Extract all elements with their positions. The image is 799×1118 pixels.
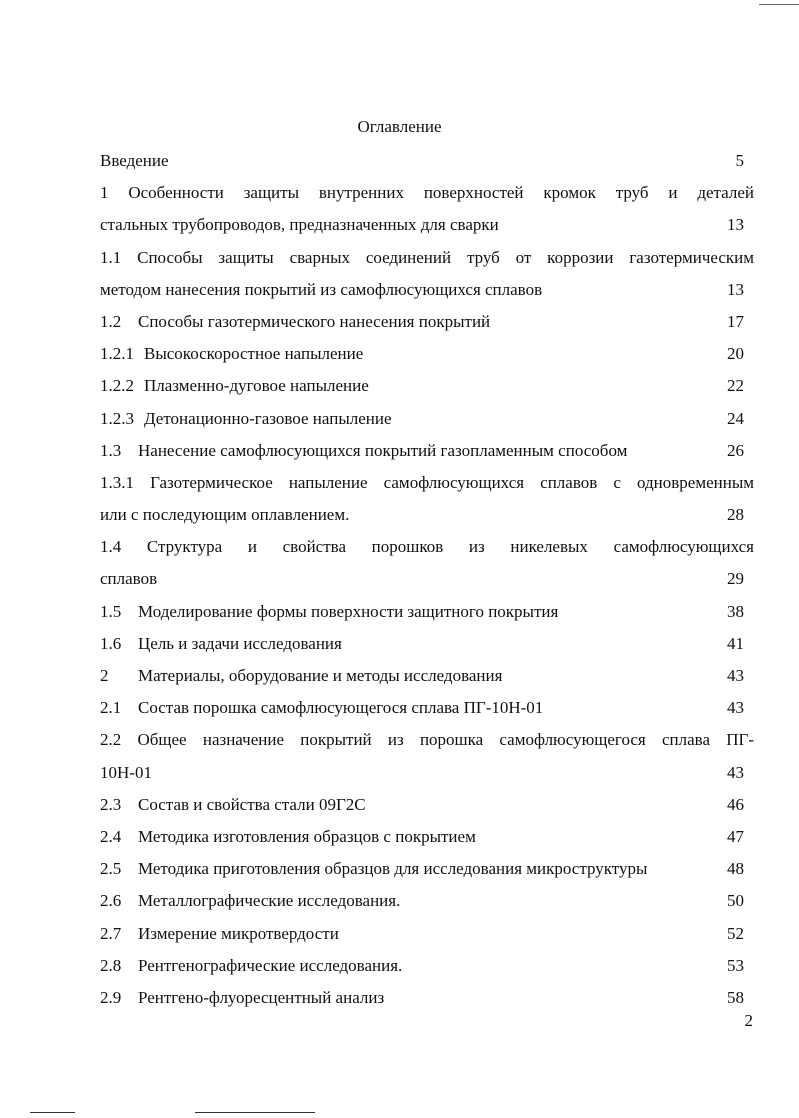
toc-entry-number: 2.5 (100, 859, 122, 879)
toc-entry-label: Методика приготовления образцов для исследования микроструктуры (138, 859, 648, 879)
toc-entry (100, 982, 754, 1014)
toc-entry-page: 52 (727, 923, 744, 943)
toc-entry-page: 43 (727, 666, 744, 685)
toc-entry-page: 5 (735, 151, 744, 170)
toc-entry (100, 370, 754, 402)
toc-entry-label: Металлографические исследования. (138, 891, 401, 911)
toc-entry (100, 338, 754, 370)
toc-entry-number: 2.3 (100, 794, 122, 814)
toc-entry-label: Способы газотермического нанесения покрытий (138, 311, 491, 331)
toc-entry-label: Материалы, оборудование и методы исследования (138, 666, 503, 685)
toc-entry-number: 2.2 (100, 730, 122, 750)
toc-entry (100, 885, 754, 917)
table-of-contents (100, 145, 754, 1014)
toc-entry-label: Способы защиты сварных соединений труб от коррозии газотермическим (137, 247, 754, 267)
toc-entry-first-line (100, 242, 754, 274)
toc-entry-number: 1.2 (100, 311, 122, 331)
toc-entry (100, 628, 754, 660)
toc-entry-number: 1.2.2 (100, 376, 134, 396)
toc-entry-label: Моделирование формы поверхности защитного покрытия (138, 601, 559, 621)
toc-entry-page: 17 (727, 311, 744, 331)
toc-entry-page: 20 (727, 344, 744, 364)
toc-entry (100, 660, 754, 692)
toc-entry-page: 29 (727, 569, 744, 589)
toc-entry (100, 692, 754, 724)
toc-entry-page: 28 (727, 505, 744, 525)
toc-entry-label: Введение (100, 151, 169, 170)
page-number: 2 (744, 1011, 753, 1030)
toc-entry-page: 26 (727, 440, 744, 460)
toc-entry-label: Измерение микротвердости (138, 923, 339, 943)
toc-entry-page: 43 (727, 698, 744, 718)
toc-entry-number: 2.4 (100, 826, 122, 846)
toc-entry-number: 1.4 (100, 537, 122, 557)
toc-entry (100, 242, 754, 306)
toc-entry-page: 58 (727, 987, 744, 1007)
toc-entry-label: Плазменно-дуговое напыление (144, 376, 369, 396)
toc-entry-label: Нанесение самофлюсующихся покрытий газопламенным способом (138, 440, 628, 460)
toc-entry-number: 1.2.1 (100, 344, 134, 364)
toc-entry-page: 13 (727, 215, 744, 235)
toc-entry-number: 2 (100, 666, 109, 685)
toc-entry-number: 2.9 (100, 987, 122, 1007)
toc-entry-first-line (100, 724, 754, 756)
toc-entry-number: 1.6 (100, 633, 122, 653)
toc-entry-page: 22 (727, 376, 744, 396)
toc-entry-page: 48 (727, 859, 744, 879)
toc-entry-number: 1.5 (100, 601, 122, 621)
toc-entry-continuation: сплавов (100, 569, 158, 589)
toc-entry-first-line (100, 177, 754, 209)
toc-entry-label: Методика изготовления образцов с покрытием (138, 826, 476, 846)
toc-entry (100, 531, 754, 595)
toc-entry-label: Особенности защиты внутренних поверхностей кромок труб и деталей (128, 183, 754, 203)
toc-entry-continuation: методом нанесения покрытий из самофлюсующихся сплавов (100, 279, 543, 299)
toc-title: Оглавление (357, 117, 442, 136)
toc-entry-label: Структура и свойства порошков из никелевых самофлюсующихся (146, 537, 754, 557)
toc-entry (100, 435, 754, 467)
toc-entry-number: 1.1 (100, 247, 122, 267)
toc-entry (100, 950, 754, 982)
toc-entry-label: Цель и задачи исследования (138, 633, 342, 653)
toc-entry-number: 2.1 (100, 698, 122, 718)
toc-entry-number: 1 (100, 183, 109, 203)
toc-entry-label: Детонационно-газовое напыление (144, 408, 392, 428)
scan-artifact-bottom-left (30, 1112, 75, 1113)
toc-entry-label: Рентгено-флуоресцентный анализ (138, 987, 385, 1007)
toc-entry-label: Газотермическое напыление самофлюсующихся сплавов с одновременным (150, 472, 754, 492)
toc-entry-page: 13 (727, 279, 744, 299)
scan-artifact-bottom-center (195, 1112, 315, 1113)
toc-entry-continuation: стальных трубопроводов, предназначенных для сварки (100, 215, 499, 235)
toc-entry-label: Рентгенографические исследования. (138, 955, 403, 975)
toc-entry-number: 1.3.1 (100, 472, 134, 492)
toc-entry-number: 1.2.3 (100, 408, 134, 428)
toc-entry-first-line (100, 467, 754, 499)
toc-entry-page: 47 (727, 826, 744, 846)
toc-entry-page: 38 (727, 601, 744, 621)
toc-entry-label: Состав порошка самофлюсующегося сплава ПГ-10Н-01 (138, 698, 544, 718)
toc-entry-continuation: или с последующим оплавлением. (100, 505, 350, 525)
toc-entry (100, 789, 754, 821)
toc-entry (100, 467, 754, 531)
toc-entry (100, 918, 754, 950)
toc-entry (100, 853, 754, 885)
toc-entry-page: 50 (727, 891, 744, 911)
toc-entry-first-line (100, 531, 754, 563)
toc-entry (100, 821, 754, 853)
toc-entry (100, 306, 754, 338)
toc-entry (100, 724, 754, 788)
toc-entry-number: 1.3 (100, 440, 122, 460)
toc-entry-label: Высокоскоростное напыление (144, 344, 364, 364)
toc-entry (100, 596, 754, 628)
toc-entry-label: Состав и свойства стали 09Г2С (138, 794, 366, 814)
toc-entry-page: 43 (727, 762, 744, 782)
toc-entry-page: 41 (727, 633, 744, 653)
toc-entry (100, 403, 754, 435)
toc-entry-number: 2.6 (100, 891, 122, 911)
toc-entry-page: 24 (727, 408, 744, 428)
scan-edge-mark (759, 4, 799, 5)
toc-entry (100, 177, 754, 241)
toc-entry-number: 2.8 (100, 955, 122, 975)
toc-entry (100, 145, 754, 177)
toc-entry-page: 53 (727, 955, 744, 975)
toc-entry-page: 46 (727, 794, 744, 814)
toc-entry-continuation: 10Н-01 (100, 762, 152, 782)
toc-entry-label: Общее назначение покрытий из порошка самофлюсующегося сплава ПГ- (137, 730, 754, 750)
toc-entry-number: 2.7 (100, 923, 122, 943)
